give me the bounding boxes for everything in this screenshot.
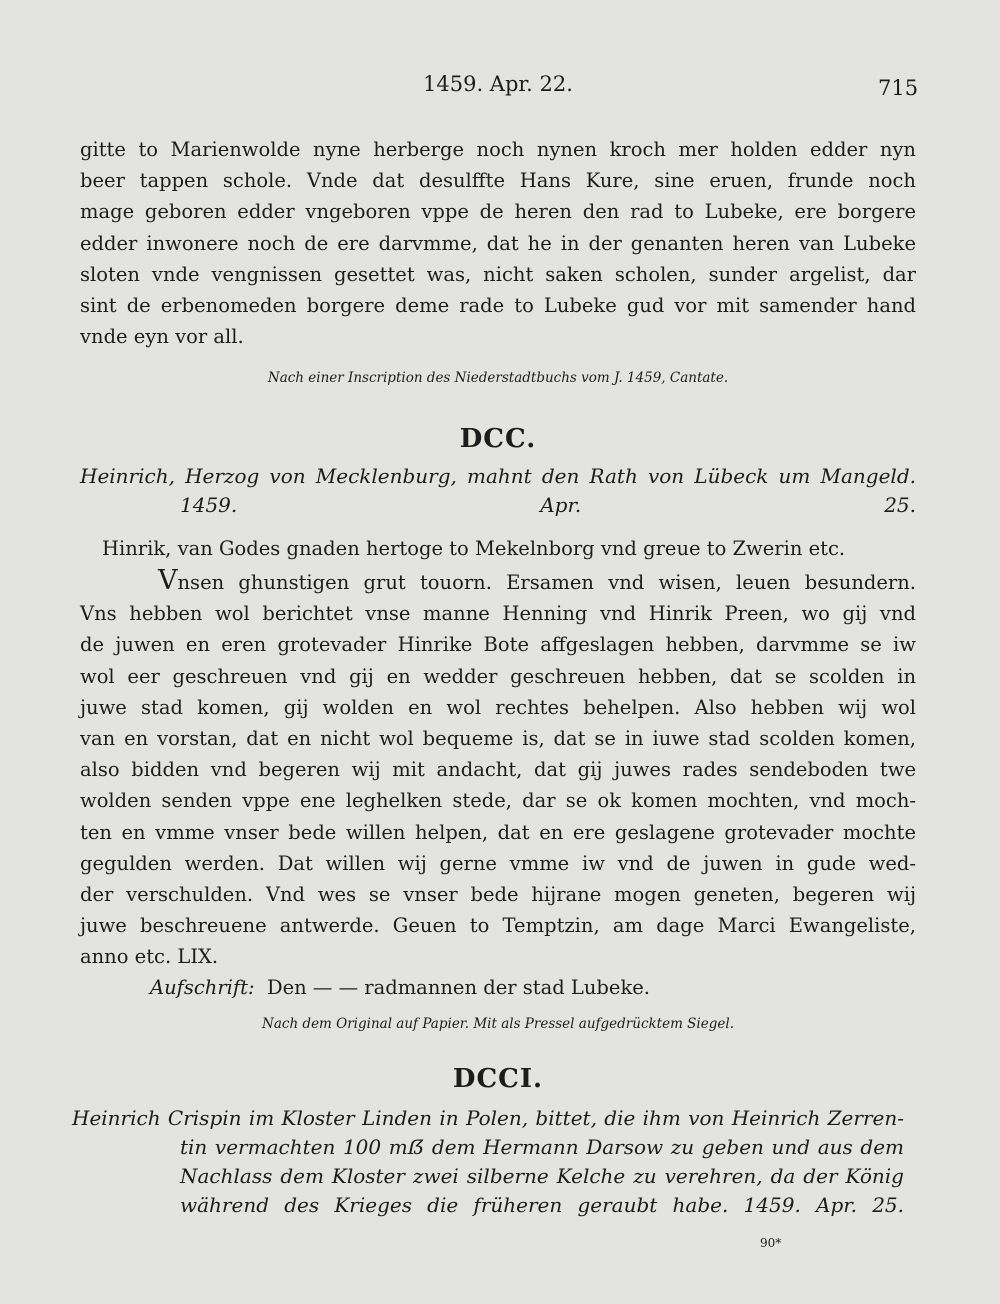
document-number: DCC. xyxy=(459,424,537,454)
first-line-text: nsen ghunstigen grut touorn. Ersamen vnd wisen, leuen besundern. xyxy=(177,571,916,594)
regest-line: tin vermachten 100 mẞ dem Hermann Darsow zu geben und aus dem xyxy=(180,1135,904,1159)
text-line: edder inwonere noch de ere darvmme, dat he in der genanten heren van Lubeke xyxy=(80,231,916,255)
regest xyxy=(72,1104,904,1220)
text-line: wol eer geschreuen vnd gij en wedder geschreuen hebben, dat se scolden in xyxy=(80,664,916,688)
text-line: der verschulden. Vnd wes se vnser bede hijrane mogen geneten, begeren wij xyxy=(80,883,916,907)
letter-body xyxy=(80,565,916,973)
aufschrift-text: Den — — radmannen der stad Lubeke. xyxy=(266,976,651,999)
text-line: wolden senden vppe ene leghelken stede, dar se ok komen mochten, vnd moch- xyxy=(80,789,916,813)
text-line: also bidden vnd begeren wij mit andacht, dat gij juwes rades sendeboden twe xyxy=(80,758,916,782)
source-note: Nach einer Inscription des Niederstadtbuchs vom J. 1459, Cantate. xyxy=(267,370,729,386)
text-line: de juwen en eren grotevader Hinrike Bote affgeslagen hebben, darvmme se iw xyxy=(80,633,916,657)
continued-text xyxy=(80,134,916,352)
salutation xyxy=(102,533,882,564)
regest-line: Heinrich Crispin im Kloster Linden in Polen, bittet, die ihm von Heinrich Zerren- xyxy=(72,1106,904,1130)
text-line: Vns hebben wol berichtet vnse manne Henning vnd Hinrik Preen, wo gij vnd xyxy=(80,602,916,626)
regest-date: 1459. Apr. 25. xyxy=(180,493,916,517)
text-line: sint de erbenomeden borgere deme rade to Lubeke gud vor mit samender hand xyxy=(80,294,916,318)
text-line: vnde eyn vor all. xyxy=(80,325,244,349)
text-line: van en vorstan, dat en nicht wol bequeme is, dat se in iuwe stad scolden komen, xyxy=(80,727,916,751)
document-number: DCCI. xyxy=(452,1064,544,1094)
aufschrift-label: Aufschrift: xyxy=(150,976,255,999)
source-note: Nach dem Original auf Papier. Mit als Pressel aufgedrücktem Siegel. xyxy=(262,1016,734,1032)
regest-line: Heinrich, Herzog von Mecklenburg, mahnt den Rath von Lübeck um Mangeld. xyxy=(80,464,916,488)
text-line: ten en vmme vnser bede willen helpen, dat en ere geslagene grotevader mochte xyxy=(80,820,916,844)
regest xyxy=(80,462,916,520)
aufschrift xyxy=(150,972,850,1003)
text-line: sloten vnde vengnissen gesettet was, nicht saken scholen, sunder argelist, dar xyxy=(80,262,916,286)
salutation-line: Hinrik, van Godes gnaden hertoge to Mekelnborg vnd greue to Zwerin etc. xyxy=(102,537,846,560)
text-line: anno etc. LIX. xyxy=(80,945,219,969)
running-header xyxy=(0,66,1000,106)
text-line: juwe beschreuene antwerde. Geuen to Temptzin, am dage Marci Ewangeliste, xyxy=(80,914,916,938)
regest-line: Nachlass dem Kloster zwei silberne Kelche zu verehren, da der König xyxy=(180,1164,904,1188)
text-line xyxy=(80,565,916,598)
text-line: gitte to Marienwolde nyne herberge noch nynen kroch mer holden edder nyn xyxy=(80,138,916,161)
regest-line: während des Krieges die früheren geraubt habe. 1459. Apr. 25. xyxy=(180,1193,904,1217)
signature-mark: 90* xyxy=(760,1236,782,1250)
text-line: mage geboren edder vngeboren vppe de heren den rad to Lubeke, ere borgere xyxy=(80,200,916,224)
text-line: beer tappen schole. Vnde dat desulffte Hans Kure, sine eruen, frunde noch xyxy=(80,169,916,193)
text-line: juwe stad komen, gij wolden en wol rechtes behelpen. Also hebben wij wol xyxy=(80,695,916,719)
drop-cap: V xyxy=(158,565,178,596)
header-date: 1459. Apr. 22. xyxy=(423,72,573,96)
aufschrift-line xyxy=(150,972,850,1003)
page-number: 715 xyxy=(878,76,919,100)
text-line: gegulden werden. Dat willen wij gerne vmme iw vnd de juwen in gude wed- xyxy=(80,851,916,875)
